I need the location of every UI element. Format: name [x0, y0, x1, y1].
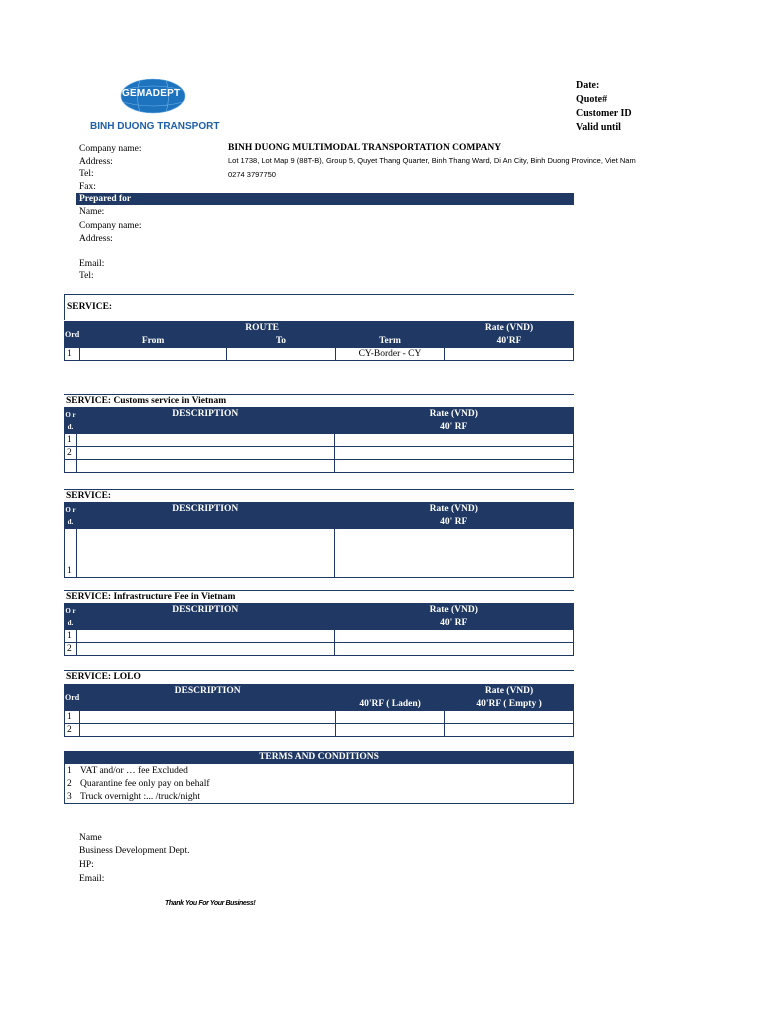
service4-title: SERVICE: Infrastructure Fee in Vietnam — [64, 590, 574, 602]
rate-header: Rate (VND) — [334, 408, 574, 421]
service3-table — [64, 502, 574, 578]
terms-title: TERMS AND CONDITIONS — [64, 751, 574, 764]
description-header: DESCRIPTION — [76, 408, 334, 421]
term-item-number: 2 — [67, 779, 72, 789]
fax-label: Fax: — [79, 182, 96, 192]
quote-label: Quote# — [576, 94, 608, 105]
term-item-number: 3 — [67, 792, 72, 802]
footer-hp: HP: — [79, 860, 94, 870]
rf-header: 40' RF — [334, 421, 574, 434]
logo-brand: GEMADEPT — [122, 88, 181, 99]
date-label: Date: — [576, 80, 600, 91]
row-number: 2 — [65, 447, 77, 460]
logo-subtitle: BINH DUONG TRANSPORT — [90, 121, 220, 132]
pf-address-label: Address: — [79, 234, 113, 244]
service3-title: SERVICE: — [64, 489, 574, 501]
term-item-text: Truck overnight :... /truck/night — [80, 792, 200, 802]
rf-header: 40' RF — [334, 617, 574, 630]
address-label: Address: — [79, 157, 113, 167]
term-item-text: Quarantine fee only pay on behalf — [80, 779, 210, 789]
route-header: ROUTE — [80, 322, 445, 335]
tel-value: 0274 3797750 — [228, 170, 276, 179]
description-header: DESCRIPTION — [76, 503, 334, 516]
description-header: DESCRIPTION — [76, 604, 334, 617]
pf-email-label: Email: — [79, 259, 105, 269]
service2-title: SERVICE: Customs service in Vietnam — [64, 394, 574, 406]
term-header: Term — [335, 335, 444, 348]
ord-header: Ord — [65, 322, 80, 348]
footer-email: Email: — [79, 874, 105, 884]
tel-label: Tel: — [79, 169, 94, 179]
ord-header: O r d. — [65, 604, 77, 630]
company-name-value: BINH DUONG MULTIMODAL TRANSPORTATION COMPANY — [228, 143, 502, 153]
service5-title: SERVICE: LOLO — [64, 670, 574, 682]
valid-until-label: Valid until — [576, 122, 621, 133]
address-value: Lot 1738, Lot Map 9 (88T-B), Group 5, Quyet Thang Quarter, Binh Thang Ward, Di An City, Binh Duong Province, Viet Nam — [228, 156, 636, 165]
pf-name-label: Name: — [79, 207, 105, 217]
row-number: 2 — [65, 724, 80, 737]
footer-dept: Business Development Dept. — [79, 846, 190, 856]
row-number: 1 — [65, 434, 77, 447]
term-item-number: 1 — [67, 766, 72, 776]
to-header: To — [226, 335, 335, 348]
ord-header: Ord — [65, 685, 80, 711]
description-header: DESCRIPTION — [80, 685, 336, 698]
rf-header: 40'RF — [445, 335, 574, 348]
rf-header: 40' RF — [334, 516, 574, 529]
rate-header: Rate (VND) — [334, 604, 574, 617]
company-name-label: Company name: — [79, 144, 142, 154]
row-number: 1 — [65, 711, 80, 724]
row-number: 2 — [65, 643, 77, 656]
prepared-for-title: Prepared for — [79, 194, 132, 204]
service1-table — [64, 321, 574, 361]
rate-header: Rate (VND) — [445, 685, 574, 698]
rate-header: Rate (VND) — [334, 503, 574, 516]
term-value: CY-Border - CY — [335, 348, 444, 361]
customer-id-label: Customer ID — [576, 108, 632, 119]
empty-header: 40'RF ( Empty ) — [445, 698, 574, 711]
row-number: 1 — [65, 529, 77, 578]
ord-header: O r d. — [65, 503, 77, 529]
service2-table — [64, 407, 574, 473]
rate-header: Rate (VND) — [445, 322, 574, 335]
thank-you-note: Thank You For Your Business! — [165, 900, 256, 907]
laden-header: 40'RF ( Laden) — [336, 698, 445, 711]
row-number: 1 — [65, 348, 80, 361]
term-item-text: VAT and/or … fee Excluded — [80, 766, 188, 776]
footer-name: Name — [79, 833, 102, 843]
service4-table — [64, 603, 574, 656]
row-number: 1 — [65, 630, 77, 643]
from-header: From — [80, 335, 227, 348]
prepared-for-bar — [76, 193, 574, 205]
pf-tel-label: Tel: — [79, 271, 94, 281]
pf-company-label: Company name: — [79, 221, 142, 231]
row-number — [65, 460, 77, 473]
service5-table — [64, 684, 574, 737]
service1-title: SERVICE: — [64, 294, 574, 320]
ord-header: O r d. — [65, 408, 77, 434]
